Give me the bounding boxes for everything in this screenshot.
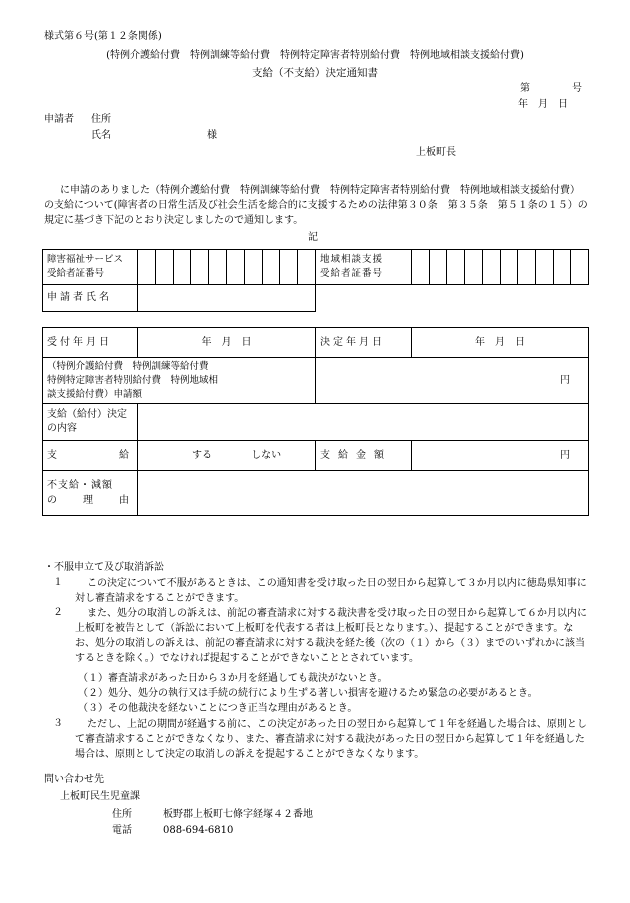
- yen-unit: 円: [560, 374, 570, 386]
- consult-number-boxes[interactable]: [412, 250, 589, 285]
- applicant-label: 申請者: [44, 114, 74, 125]
- application-amount-value[interactable]: [316, 358, 589, 404]
- contact-phone-label: 電話: [112, 825, 132, 836]
- applicant-address-label: 住所: [91, 114, 111, 125]
- consult-number-label: 地域相談支援 受給者証番号: [316, 250, 412, 285]
- doc-number-dai: 第: [520, 83, 530, 94]
- received-date-value[interactable]: 年 月 日: [138, 328, 316, 358]
- appeal-item-1-text: この決定について不服があるときは、この通知書を受け取った日の翌日から起算して３か月以内に徳島県知事に対し審査請求をすることができます。: [75, 578, 587, 604]
- honorific-sama: 様: [207, 130, 217, 141]
- contact-heading: 問い合わせ先: [44, 774, 104, 785]
- contact-department: 上板町民生児童課: [60, 791, 140, 802]
- appeal-item-2-num: ２: [53, 607, 63, 618]
- application-amount-label: （特例介護給付費 特例訓練等給付費 特例特定障害者特別給付費 特例地域相 談支援給付費）申請額: [43, 358, 316, 404]
- appeal-item-3-num: ３: [53, 718, 63, 729]
- applicant-name-label: 氏名: [91, 130, 111, 141]
- issuer-name: 上板町長: [416, 147, 456, 158]
- payment-option-no[interactable]: しない: [251, 449, 282, 461]
- appeal-item-3-text: ただし、上記の期間が経過する前に、この決定があった日の翌日から起算して１年を経過した場合は、原則として審査請求することができなくなり、また、審査請求に対する裁決があった日の翌日から起算して１年を経過した場合は、原則として決定の取消しの訴えを提起することができなくなります。: [75, 719, 587, 760]
- appeal-sub-item-2: （２）処分、処分の執行又は手続の続行により生ずる著しい損害を避けるため緊急の必要があるとき。: [78, 688, 538, 699]
- form-subtitle: (特例介護給付費 特例訓練等給付費 特例特定障害者特別給付費 特例地域相談支援給付費): [106, 50, 524, 61]
- payment-label: 支 給: [43, 441, 138, 471]
- ki-marker: 記: [308, 232, 318, 243]
- welfare-number-label: 障害福祉サービス 受給者証番号: [43, 250, 138, 285]
- intro-paragraph: に申請のありました（特例介護給付費 特例訓練等給付費 特例特定障害者特別給付費 特例地域相談支援給付費）の支給について(障害者の日常生活及び社会生活を総合的に支援するための法律第３０条 第３５条 第５１条の１５）の規定に基づき下記のとおり決定しましたので通知します。: [44, 185, 588, 226]
- issue-date: 年 月 日: [518, 99, 568, 110]
- form-number: 様式第６号(第１２条関係): [44, 31, 162, 42]
- appeal-item-2-text: また、処分の取消しの訴えは、前記の審査請求に対する裁決書を受け取った日の翌日から起算して６か月以内に上板町を被告として（訴訟において上板町を代表する者は上板町長となります。）、提起することができます。なお、処分の取消しの訴えは、前記の審査請求に対する裁決を経た後（次の（１）から（３）までのいずれかに該当するときを除く。）でなければ提起することができないこととされています。: [75, 608, 587, 664]
- doc-number-go: 号: [572, 83, 582, 94]
- appeal-item-1-num: １: [53, 577, 63, 588]
- payment-amount-label: 支給金額: [316, 441, 412, 471]
- decision-date-label: 決定年月日: [316, 328, 412, 358]
- contact-phone-value: 088-694-6810: [163, 825, 234, 836]
- received-date-label: 受付年月日: [43, 328, 138, 358]
- yen-unit: 円: [560, 449, 570, 461]
- payment-options[interactable]: [138, 441, 316, 471]
- decision-date-value[interactable]: 年 月 日: [412, 328, 589, 358]
- decision-table: [42, 327, 589, 516]
- welfare-number-boxes[interactable]: [138, 250, 316, 285]
- decision-content-value[interactable]: [138, 404, 589, 441]
- appeal-sub-item-3: （３）その他裁決を経ないことにつき正当な理由があるとき。: [78, 703, 358, 714]
- appeal-heading: ・不服申立て及び取消訴訟: [44, 562, 164, 573]
- contact-address-label: 住所: [112, 809, 132, 820]
- payment-option-yes[interactable]: する: [192, 449, 212, 461]
- recipient-number-table: [42, 249, 589, 312]
- contact-address-value: 板野郡上板町七條字経塚４２番地: [163, 809, 313, 820]
- page-title: 支給（不支給）決定通知書: [252, 67, 378, 79]
- appeal-sub-item-1: （１）審査請求があった日から３か月を経過しても裁決がないとき。: [78, 673, 388, 684]
- decision-content-label: 支給（給付）決定 の内容: [43, 404, 138, 441]
- payment-amount-value[interactable]: [412, 441, 589, 471]
- applicant-name-cell-value[interactable]: [138, 285, 316, 312]
- applicant-name-cell-label: 申請者氏名: [43, 285, 138, 312]
- rejection-reason-value[interactable]: [138, 471, 589, 516]
- rejection-reason-label: 不支給・減額 の 理 由: [43, 471, 138, 516]
